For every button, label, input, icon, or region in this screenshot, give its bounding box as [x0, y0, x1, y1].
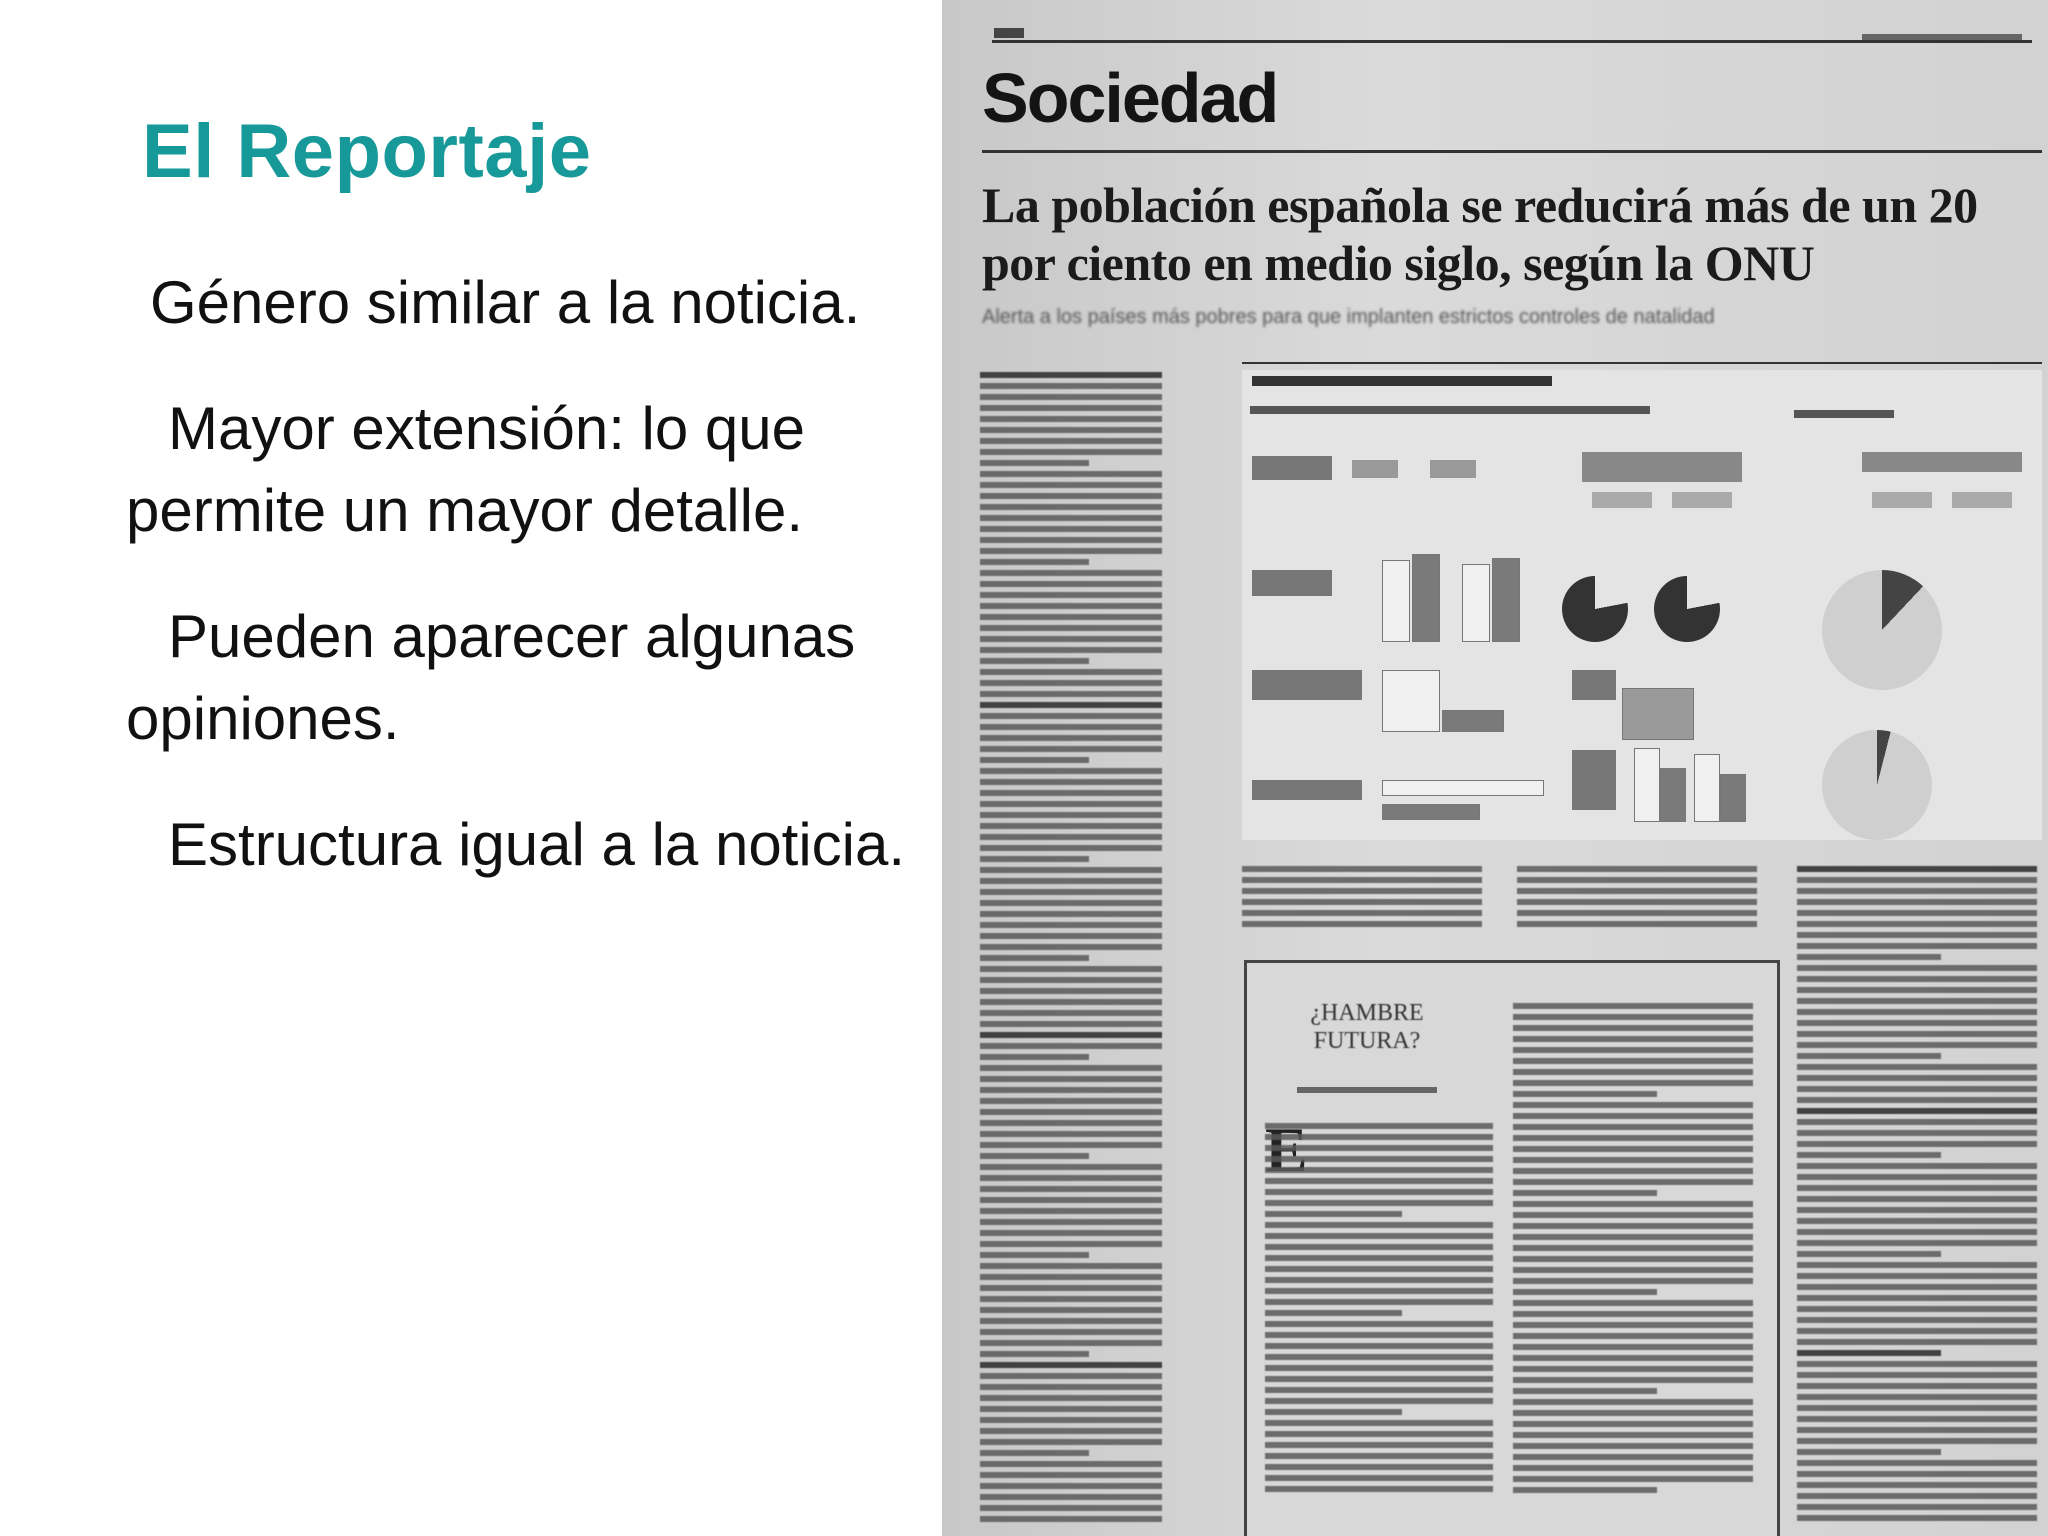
- slide-title: El Reportaje: [142, 109, 592, 194]
- article-column-mid: [1242, 866, 1482, 932]
- newspaper-headline: La población española se reducirá más de un 20 por ciento en medio siglo, según la ONU: [982, 177, 1978, 291]
- newspaper-subhead: Alerta a los países más pobres para que implanten estrictos controles de natalidad: [982, 306, 1715, 328]
- bullet-item: Mayor extensión: lo que permite un mayor detalle.: [126, 395, 806, 544]
- bullet-item: Pueden aparecer algunas opiniones.: [126, 603, 856, 752]
- text-panel: [0, 0, 942, 1536]
- bullet-list: [126, 262, 906, 930]
- bullet-item: Género similar a la noticia.: [150, 269, 861, 336]
- sidebar-title: ¿HAMBRE FUTURA?: [1310, 1000, 1424, 1054]
- infographic: [1242, 370, 2042, 840]
- newspaper-photo: [942, 0, 2048, 1536]
- article-column-left: [980, 372, 1162, 1527]
- article-column-right: [1797, 866, 2037, 1526]
- sidebar-box: [1244, 960, 1780, 1536]
- article-column-mid2: [1517, 866, 1757, 932]
- bullet-item: Estructura igual a la noticia.: [168, 811, 906, 878]
- newspaper-section: Sociedad: [982, 59, 1278, 137]
